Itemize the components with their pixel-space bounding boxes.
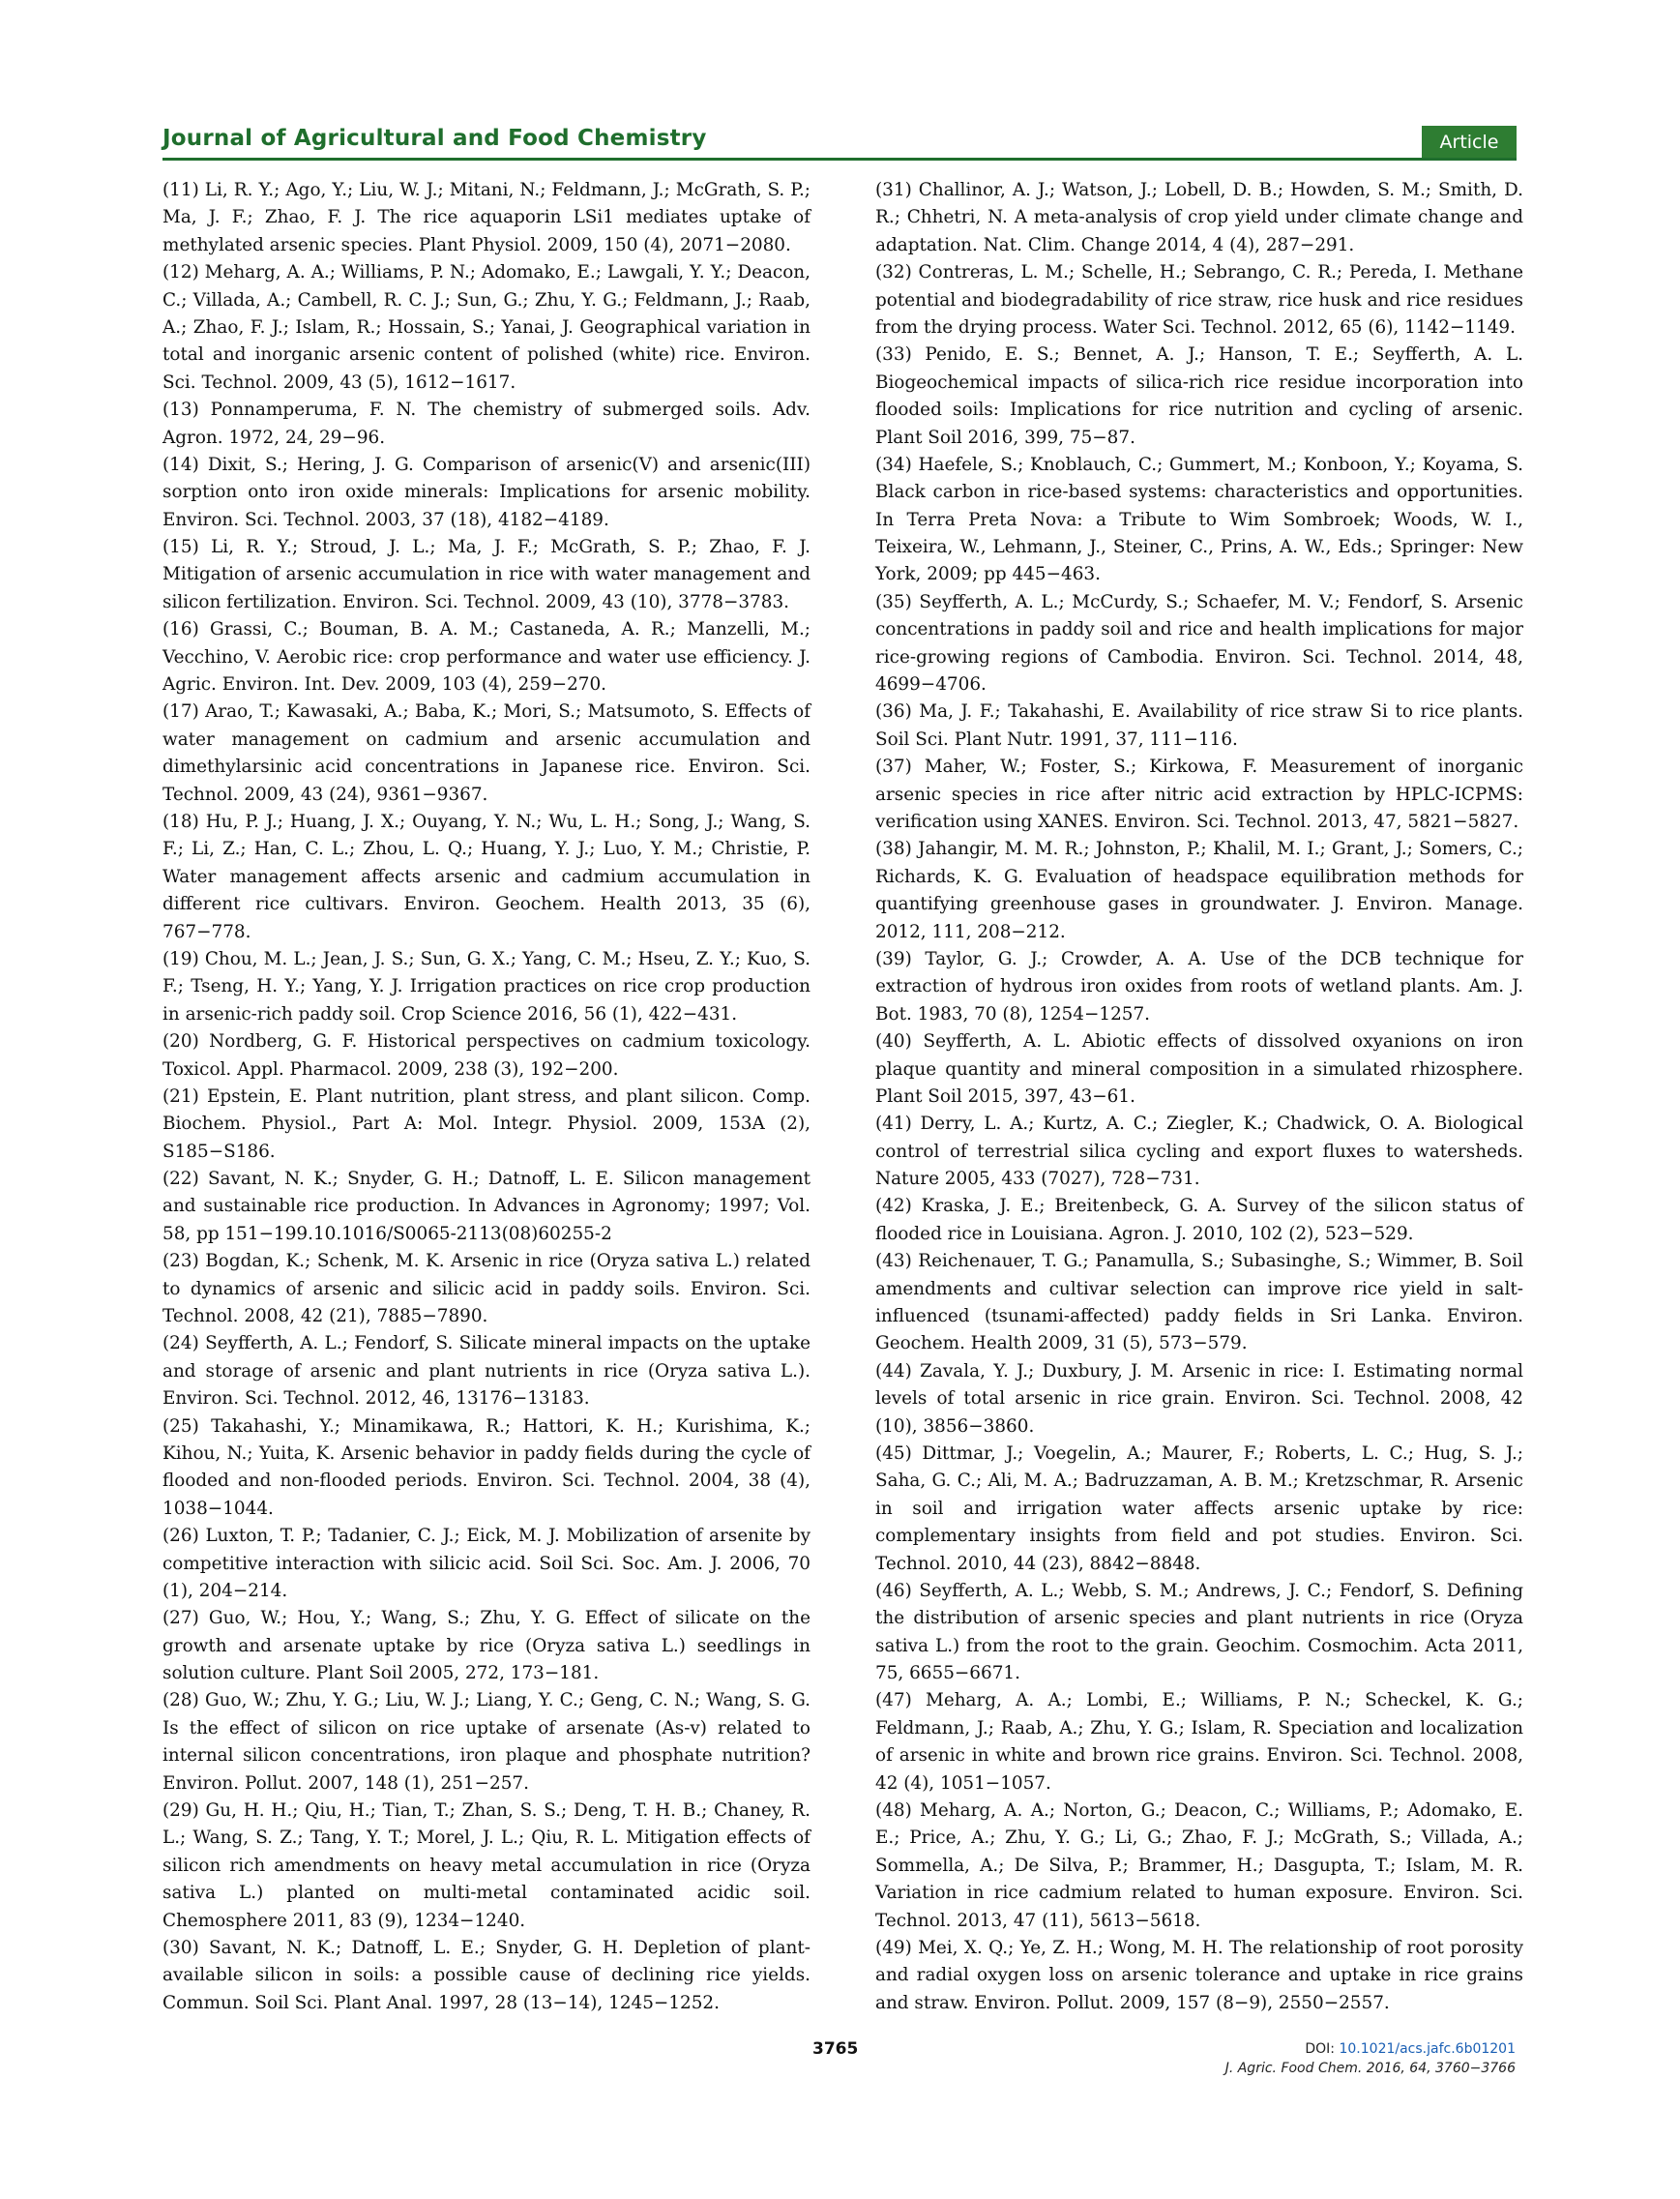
reference-item: (44) Zavala, Y. J.; Duxbury, J. M. Arsenic in rice: I. Estimating normal levels of total arsenic in rice grain. Environ. Sci. Technol. 2008, 42 (10), 3856−3860.: [875, 1360, 1523, 1437]
reference-item: (46) Seyfferth, A. L.; Webb, S. M.; Andrews, J. C.; Fendorf, S. Defining the distribution of arsenic species and plant nutrients in rice (Oryza sativa L.) from the root to the grain. Geochim. Cosmochim. Acta 2011, 75, 6655−6671.: [875, 1580, 1523, 1684]
reference-item: (47) Meharg, A. A.; Lombi, E.; Williams, P. N.; Scheckel, K. G.; Feldmann, J.; Raab, A.; Zhu, Y. G.; Islam, R. Speciation and localization of arsenic in white and brown rice grains. Environ. Sci. Technol. 2008, 42 (4), 1051−1057.: [875, 1690, 1523, 1794]
reference-item: (21) Epstein, E. Plant nutrition, plant stress, and plant silicon. Comp. Biochem. Physiol., Part A: Mol. Integr. Physiol. 2009, 153A (2), S185−S186.: [162, 1085, 811, 1162]
journal-title: Journal of Agricultural and Food Chemistry: [162, 126, 707, 151]
reference-item: (12) Meharg, A. A.; Williams, P. N.; Adomako, E.; Lawgali, Y. Y.; Deacon, C.; Villada, A.; Cambell, R. C. J.; Sun, G.; Zhu, Y. G.; Feldmann, J.; Raab, A.; Zhao, F. J.; Islam, R.; Hossain, S.; Yanai, J. Geographical variation in total and inorganic arsenic content of polished (white) rice. Environ. Sci. Technol. 2009, 43 (5), 1612−1617.: [162, 262, 811, 393]
reference-item: (39) Taylor, G. J.; Crowder, A. A. Use of the DCB technique for extraction of hydrous iron oxides from roots of wetland plants. Am. J. Bot. 1983, 70 (8), 1254−1257.: [875, 948, 1523, 1025]
reference-item: (40) Seyfferth, A. L. Abiotic effects of dissolved oxyanions on iron plaque quantity and mineral composition in a simulated rhizosphere. Plant Soil 2015, 397, 43−61.: [875, 1031, 1523, 1107]
reference-item: (22) Savant, N. K.; Snyder, G. H.; Datnoff, L. E. Silicon management and sustainable rice production. In Advances in Agronomy; 1997; Vol. 58, pp 151−199.10.1016/S0065-2113(08)60255-2: [162, 1169, 811, 1244]
reference-item: (26) Luxton, T. P.; Tadanier, C. J.; Eick, M. J. Mobilization of arsenite by competitive interaction with silicic acid. Soil Sci. Soc. Am. J. 2006, 70 (1), 204−214.: [162, 1526, 811, 1601]
reference-item: (25) Takahashi, Y.; Minamikawa, R.; Hattori, K. H.; Kurishima, K.; Kihou, N.; Yuita, K. Arsenic behavior in paddy fields during the cycle of flooded and non-flooded periods. Environ. Sci. Technol. 2004, 38 (4), 1038−1044.: [162, 1415, 811, 1519]
reference-item: (24) Seyfferth, A. L.; Fendorf, S. Silicate mineral impacts on the uptake and storage of arsenic and plant nutrients in rice (Oryza sativa L.). Environ. Sci. Technol. 2012, 46, 13176−13183.: [162, 1333, 811, 1410]
reference-item: (48) Meharg, A. A.; Norton, G.; Deacon, C.; Williams, P.; Adomako, E. E.; Price, A.; Zhu, Y. G.; Li, G.; Zhao, F. J.; McGrath, S.; Villada, A.; Sommella, A.; De Silva, P.; Brammer, H.; Dasgupta, T.; Islam, M. R. Variation in rice cadmium related to human exposure. Environ. Sci. Technol. 2013, 47 (11), 5613−5618.: [875, 1800, 1523, 1931]
header-rule: [162, 158, 1517, 161]
reference-item: (45) Dittmar, J.; Voegelin, A.; Maurer, F.; Roberts, L. C.; Hug, S. J.; Saha, G. C.; Ali, M. A.; Badruzzaman, A. B. M.; Kretzschmar, R. Arsenic in soil and irrigation water affects arsenic uptake by rice: complementary insights from field and pot studies. Environ. Sci. Technol. 2010, 44 (23), 8842−8848.: [875, 1442, 1523, 1574]
reference-item: (20) Nordberg, G. F. Historical perspectives on cadmium toxicology. Toxicol. Appl. Pharmacol. 2009, 238 (3), 192−200.: [162, 1031, 811, 1080]
reference-item: (17) Arao, T.; Kawasaki, A.; Baba, K.; Mori, S.; Matsumoto, S. Effects of water management on cadmium and arsenic accumulation and dimethylarsinic acid concentrations in Japanese rice. Environ. Sci. Technol. 2009, 43 (24), 9361−9367.: [162, 701, 811, 805]
reference-item: (35) Seyfferth, A. L.; McCurdy, S.; Schaefer, M. V.; Fendorf, S. Arsenic concentrations in paddy soil and rice and health implications for major rice-growing regions of Cambodia. Environ. Sci. Technol. 2014, 48, 4699−4706.: [875, 591, 1523, 696]
reference-item: (15) Li, R. Y.; Stroud, J. L.; Ma, J. F.; McGrath, S. P.; Zhao, F. J. Mitigation of arsenic accumulation in rice with water management and silicon fertilization. Environ. Sci. Technol. 2009, 43 (10), 3778−3783.: [162, 537, 811, 612]
doi-line: [1225, 2039, 1516, 2059]
reference-item: (32) Contreras, L. M.; Schelle, H.; Sebrango, C. R.; Pereda, I. Methane potential and biodegradability of rice straw, rice husk and rice residues from the drying process. Water Sci. Technol. 2012, 65 (6), 1142−1149.: [875, 262, 1523, 338]
article-badge: Article: [1422, 126, 1517, 159]
reference-item: (18) Hu, P. J.; Huang, J. X.; Ouyang, Y. N.; Wu, L. H.; Song, J.; Wang, S. F.; Li, Z.; Han, C. L.; Zhou, L. Q.; Huang, Y. J.; Luo, Y. M.; Christie, P. Water management affects arsenic and cadmium accumulation in different rice cultivars. Environ. Geochem. Health 2013, 35 (6), 767−778.: [162, 811, 811, 942]
reference-item: (49) Mei, X. Q.; Ye, Z. H.; Wong, M. H. The relationship of root porosity and radial oxygen loss on arsenic tolerance and uptake in rice grains and straw. Environ. Pollut. 2009, 157 (8−9), 2550−2557.: [875, 1938, 1523, 2013]
footer-citation-block: [1225, 2039, 1516, 2078]
page-header: [162, 126, 1517, 159]
reference-item: (28) Guo, W.; Zhu, Y. G.; Liu, W. J.; Liang, Y. C.; Geng, C. N.; Wang, S. G. Is the effect of silicon on rice uptake of arsenate (As-v) related to internal silicon concentrations, iron plaque and phosphate nutrition? Environ. Pollut. 2007, 148 (1), 251−257.: [162, 1690, 811, 1794]
reference-item: (14) Dixit, S.; Hering, J. G. Comparison of arsenic(V) and arsenic(III) sorption onto iron oxide minerals: Implications for arsenic mobility. Environ. Sci. Technol. 2003, 37 (18), 4182−4189.: [162, 454, 811, 530]
references-left-column: [162, 177, 811, 2017]
page-number: 3765: [812, 2039, 859, 2059]
doi-label: DOI:: [1305, 2041, 1340, 2057]
reference-item: (34) Haefele, S.; Knoblauch, C.; Gummert, M.; Konboon, Y.; Koyama, S. Black carbon in rice-based systems: characteristics and opportunities. In Terra Preta Nova: a Tribute to Wim Sombroek; Woods, W. I., Teixeira, W., Lehmann, J., Steiner, C., Prins, A. W., Eds.; Springer: New York, 2009; pp 445−463.: [875, 454, 1523, 585]
journal-citation: J. Agric. Food Chem. 2016, 64, 3760−3766: [1224, 2061, 1516, 2076]
reference-item: (16) Grassi, C.; Bouman, B. A. M.; Castaneda, A. R.; Manzelli, M.; Vecchino, V. Aerobic rice: crop performance and water use efficiency. J. Agric. Environ. Int. Dev. 2009, 103 (4), 259−270.: [162, 619, 811, 696]
reference-item: (31) Challinor, A. J.; Watson, J.; Lobell, D. B.; Howden, S. M.; Smith, D. R.; Chhetri, N. A meta-analysis of crop yield under climate change and adaptation. Nat. Clim. Change 2014, 4 (4), 287−291.: [875, 180, 1523, 255]
reference-item: (30) Savant, N. K.; Datnoff, L. E.; Snyder, G. H. Depletion of plant-available silicon in soils: a possible cause of declining rice yields. Commun. Soil Sci. Plant Anal. 1997, 28 (13−14), 1245−1252.: [162, 1938, 811, 2013]
reference-item: (43) Reichenauer, T. G.; Panamulla, S.; Subasinghe, S.; Wimmer, B. Soil amendments and cultivar selection can improve rice yield in salt-influenced (tsunami-affected) paddy fields in Sri Lanka. Environ. Geochem. Health 2009, 31 (5), 573−579.: [875, 1251, 1523, 1354]
reference-item: (42) Kraska, J. E.; Breitenbeck, G. A. Survey of the silicon status of flooded rice in Louisiana. Agron. J. 2010, 102 (2), 523−529.: [875, 1196, 1523, 1244]
reference-item: (33) Penido, E. S.; Bennet, A. J.; Hanson, T. E.; Seyfferth, A. L. Biogeochemical impacts of silica-rich rice residue incorporation into flooded soils: Implications for rice nutrition and cycling of arsenic. Plant Soil 2016, 399, 75−87.: [875, 344, 1523, 448]
reference-item: (38) Jahangir, M. M. R.; Johnston, P.; Khalil, M. I.; Grant, J.; Somers, C.; Richards, K. G. Evaluation of headspace equilibration methods for quantifying greenhouse gases in groundwater. J. Environ. Manage. 2012, 111, 208−212.: [875, 839, 1523, 942]
reference-item: (11) Li, R. Y.; Ago, Y.; Liu, W. J.; Mitani, N.; Feldmann, J.; McGrath, S. P.; Ma, J. F.; Zhao, F. J. The rice aquaporin LSi1 mediates uptake of methylated arsenic species. Plant Physiol. 2009, 150 (4), 2071−2080.: [162, 180, 811, 255]
reference-item: (13) Ponnamperuma, F. N. The chemistry of submerged soils. Adv. Agron. 1972, 24, 29−96.: [162, 400, 811, 448]
reference-item: (41) Derry, L. A.; Kurtz, A. C.; Ziegler, K.; Chadwick, O. A. Biological control of terrestrial silica cycling and export fluxes to watersheds. Nature 2005, 433 (7027), 728−731.: [875, 1114, 1523, 1190]
reference-item: (19) Chou, M. L.; Jean, J. S.; Sun, G. X.; Yang, C. M.; Hseu, Z. Y.; Kuo, S. F.; Tseng, H. Y.; Yang, Y. J. Irrigation practices on rice crop production in arsenic-rich paddy soil. Crop Science 2016, 56 (1), 422−431.: [162, 948, 811, 1025]
reference-item: (27) Guo, W.; Hou, Y.; Wang, S.; Zhu, Y. G. Effect of silicate on the growth and arsenate uptake by rice (Oryza sativa L.) seedlings in solution culture. Plant Soil 2005, 272, 173−181.: [162, 1608, 811, 1684]
references-right-column: [875, 177, 1523, 2017]
reference-item: (23) Bogdan, K.; Schenk, M. K. Arsenic in rice (Oryza sativa L.) related to dynamics of arsenic and silicic acid in paddy soils. Environ. Sci. Technol. 2008, 42 (21), 7885−7890.: [162, 1251, 811, 1327]
reference-item: (29) Gu, H. H.; Qiu, H.; Tian, T.; Zhan, S. S.; Deng, T. H. B.; Chaney, R. L.; Wang, S. Z.; Tang, Y. T.; Morel, J. L.; Qiu, R. L. Mitigation effects of silicon rich amendments on heavy metal accumulation in rice (Oryza sativa L.) planted on multi-metal contaminated acidic soil. Chemosphere 2011, 83 (9), 1234−1240.: [162, 1800, 811, 1931]
reference-item: (37) Maher, W.; Foster, S.; Kirkowa, F. Measurement of inorganic arsenic species in rice after nitric acid extraction by HPLC-ICPMS: verification using XANES. Environ. Sci. Technol. 2013, 47, 5821−5827.: [875, 757, 1523, 832]
reference-item: (36) Ma, J. F.; Takahashi, E. Availability of rice straw Si to rice plants. Soil Sci. Plant Nutr. 1991, 37, 111−116.: [875, 701, 1523, 750]
doi-link[interactable]: 10.1021/acs.jafc.6b01201: [1339, 2041, 1516, 2057]
